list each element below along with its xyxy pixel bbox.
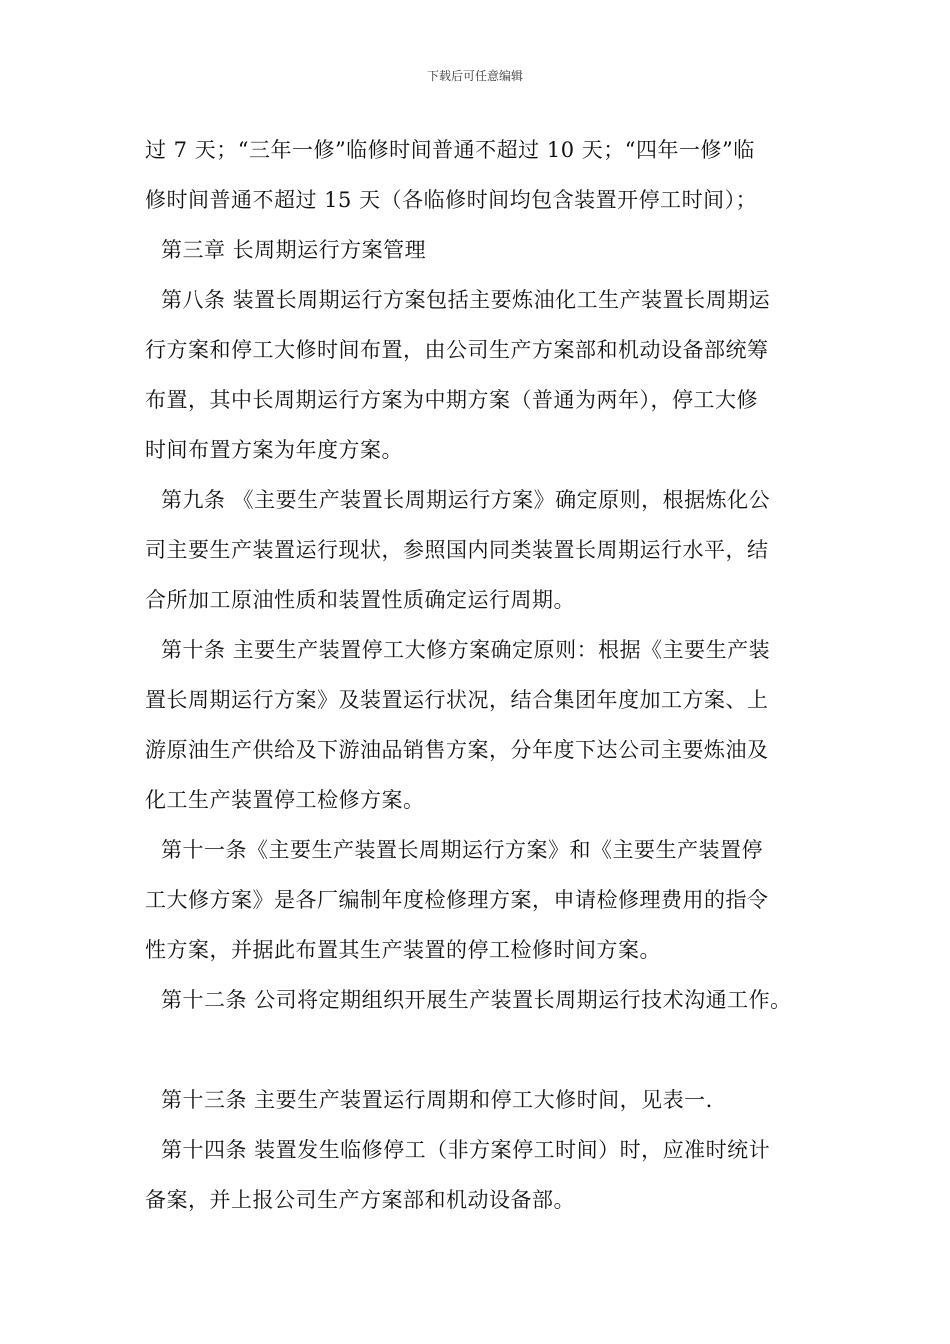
- article-9-line-1: 第九条 《主要生产装置长周期运行方案》确定原则，根据炼化公: [161, 488, 771, 512]
- article-11-line-3: 性方案，并据此布置其生产装置的停工检修时间方案。: [145, 938, 661, 962]
- article-9-line-2: 司主要生产装置运行现状，参照国内同类装置长周期运行水平，结: [145, 538, 769, 562]
- article-8-line-4: 时间布置方案为年度方案。: [145, 438, 403, 462]
- article-14-line-2: 备案，并上报公司生产方案部和机动设备部。: [145, 1188, 575, 1212]
- article-14-line-1: 第十四条 装置发生临修停工（非方案停工时间）时，应准时统计: [161, 1138, 771, 1162]
- article-11-line-2: 工大修方案》是各厂编制年度检修理方案，申请检修理费用的指令: [145, 888, 769, 912]
- article-8-line-2: 行方案和停工大修时间布置，由公司生产方案部和机动设备部统筹: [145, 338, 769, 362]
- article-9-line-3: 合所加工原油性质和装置性质确定运行周期。: [145, 588, 575, 612]
- text-line-2: 修时间普通不超过 15 天（各临修时间均包含装置开停工时间）；: [145, 188, 758, 212]
- article-10-line-4: 化工生产装置停工检修方案。: [145, 788, 425, 812]
- article-8-line-3: 布置，其中长周期运行方案为中期方案（普通为两年），停工大修: [145, 388, 758, 412]
- article-13-line-1: 第十三条 主要生产装置运行周期和停工大修时间，见表一.: [161, 1088, 713, 1112]
- chapter-heading: 第三章 长周期运行方案管理: [161, 238, 427, 262]
- article-10-line-3: 游原油生产供给及下游油品销售方案，分年度下达公司主要炼油及: [145, 738, 769, 762]
- article-11-line-1: 第十一条《主要生产装置长周期运行方案》和《主要生产装置停: [161, 838, 763, 862]
- article-10-line-1: 第十条 主要生产装置停工大修方案确定原则：根据《主要生产装: [161, 638, 771, 662]
- text-line-1: 过 7 天；“三年一修”临修时间普通不超过 10 天；“四年一修”临: [145, 138, 755, 162]
- article-8-line-1: 第八条 装置长周期运行方案包括主要炼油化工生产装置长周期运: [161, 288, 771, 312]
- article-12-line-1: 第十二条 公司将定期组织开展生产装置长周期运行技术沟通工作。: [161, 988, 792, 1012]
- page-header: 下载后可任意编辑: [426, 69, 523, 83]
- article-10-line-2: 置长周期运行方案》及装置运行状况，结合集团年度加工方案、上: [145, 688, 769, 712]
